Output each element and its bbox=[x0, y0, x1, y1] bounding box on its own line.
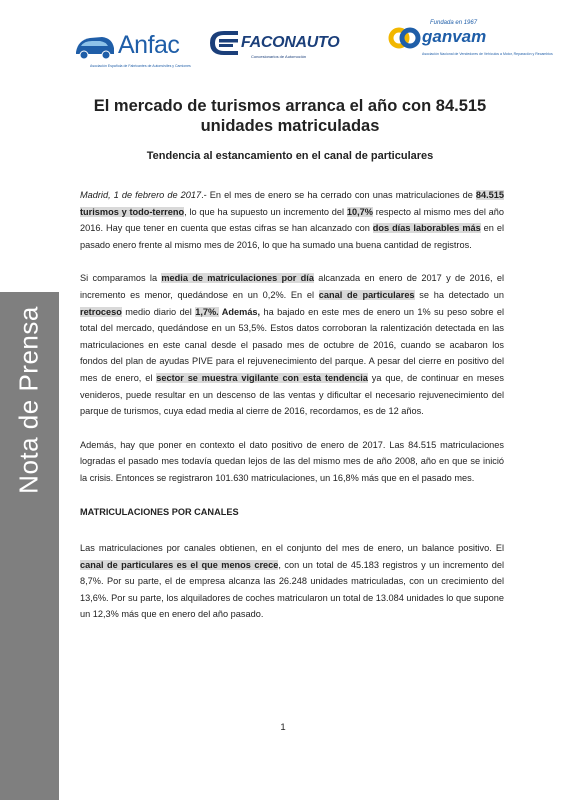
highlight: canal de particulares es el que menos crece bbox=[80, 559, 279, 570]
dateline: Madrid, 1 de febrero de 2017 bbox=[80, 190, 202, 200]
paragraph-1: Madrid, 1 de febrero de 2017.- En el mes de enero se ha cerrado con unas matriculaciones de 84.515 turismos y todo-terreno, lo que ha supuesto un incremento del 10,7% respecto al mismo mes del año 2016. Hay que tener en cuenta que estas cifras se han alcanzado con dos días laborables más en el pasado enero frente al mismo mes de 2016, lo que ha sumado una buena cantidad de registros. bbox=[80, 190, 505, 250]
paragraph-2: Si comparamos la media de matriculaciones por día alcanzada en enero de 2017 y de 2016, el incremento es menor, quedándose en un 0,2%. En el canal de particulares se ha detectado un retroceso medio diario del 1,7%. Además, ha bajado en este mes de enero un 1% su peso sobre el total del mercado, quedándose en un 53,5%. Estos datos corroboran la ralentización detectada en las matriculaciones en este canal desde el pasado mes de octubre de 2016, cuando se acabaron los fondos del plan de ayudas PIVE para el rejuvenecimiento del parque. A pesar del cierre en positivo del mes de enero, el sector se muestra vigilante con esta tendencia ya que, de continuar en meses venideros, puede resultar en un descenso de las ventas y dificultar el necesario rejuvenecimiento del parque de turismos, cuya edad media al cierre de 2016, recordamos, es de 12 años. bbox=[80, 273, 504, 417]
paragraph-4: Las matriculaciones por canales obtienen, en el conjunto del mes de enero, un balance positivo. El canal de particulares es el que menos crece, con un total de 45.183 registros y un incremento del 8,7%. Por su parte, el de empresa alcanza las 26.248 unidades matriculadas, con un crecimiento del 13,6%. Por su parte, los alquiladores de coches matricularon un total de 13.084 unidades lo que supone un 12,3% más que en enero del año pasado. bbox=[80, 543, 504, 620]
header-logos bbox=[0, 22, 566, 72]
faconauto-logo bbox=[207, 28, 339, 58]
page-title: El mercado de turismos arranca el año con 84.515 unidades matriculadas bbox=[93, 97, 487, 135]
ganvam-founded: Fundada en 1967 bbox=[430, 20, 478, 26]
highlight: dos días laborables más bbox=[372, 223, 481, 234]
highlight: 1,7%. bbox=[195, 306, 219, 317]
ganvam-gg-icon bbox=[388, 22, 422, 52]
highlight: 84.515 turismos y todo-terreno bbox=[80, 190, 504, 217]
paragraph-3: Además, hay que poner en contexto el dato positivo de enero de 2017. Las 84.515 matriculaciones logradas el pasado mes todavía quedan lejos de las del mismo mes de año 2008, año en que se inició la crisis. Entonces se registraron 101.630 matriculaciones, un 16,8% más que en el pasado mes. bbox=[80, 439, 504, 483]
highlight: 10,7% bbox=[346, 206, 373, 217]
highlight: canal de particulares bbox=[318, 289, 415, 300]
ganvam-logo bbox=[388, 20, 553, 56]
anfac-car-icon bbox=[72, 28, 118, 62]
ganvam-tagline: Asociación Nacional de Vendedores de Vehículos a Motor, Reparación y Recambios bbox=[422, 52, 553, 56]
article-body bbox=[80, 187, 504, 640]
anfac-wordmark: Anfac bbox=[118, 30, 180, 59]
anfac-tagline: Asociación Española de Fabricantes de Automóviles y Camiones bbox=[90, 64, 191, 68]
faconauto-emblem-icon bbox=[207, 28, 241, 58]
page-subtitle: Tendencia al estancamiento en el canal de particulares bbox=[146, 150, 434, 162]
ganvam-wordmark: ganvam bbox=[422, 27, 487, 46]
highlight: media de matriculaciones por día bbox=[161, 273, 314, 284]
page-number: 1 bbox=[280, 722, 286, 733]
faconauto-tagline: Concesionarios de Automoción bbox=[251, 54, 307, 59]
sidebar-label: Nota de Prensa bbox=[13, 306, 44, 494]
faconauto-wordmark: FACONAUTO bbox=[241, 34, 340, 51]
highlight: sector se muestra vigilante con esta tendencia bbox=[156, 372, 368, 383]
section-heading: MATRICULACIONES POR CANALES bbox=[80, 506, 239, 517]
highlight: retroceso bbox=[80, 306, 122, 317]
anfac-logo bbox=[72, 28, 191, 68]
